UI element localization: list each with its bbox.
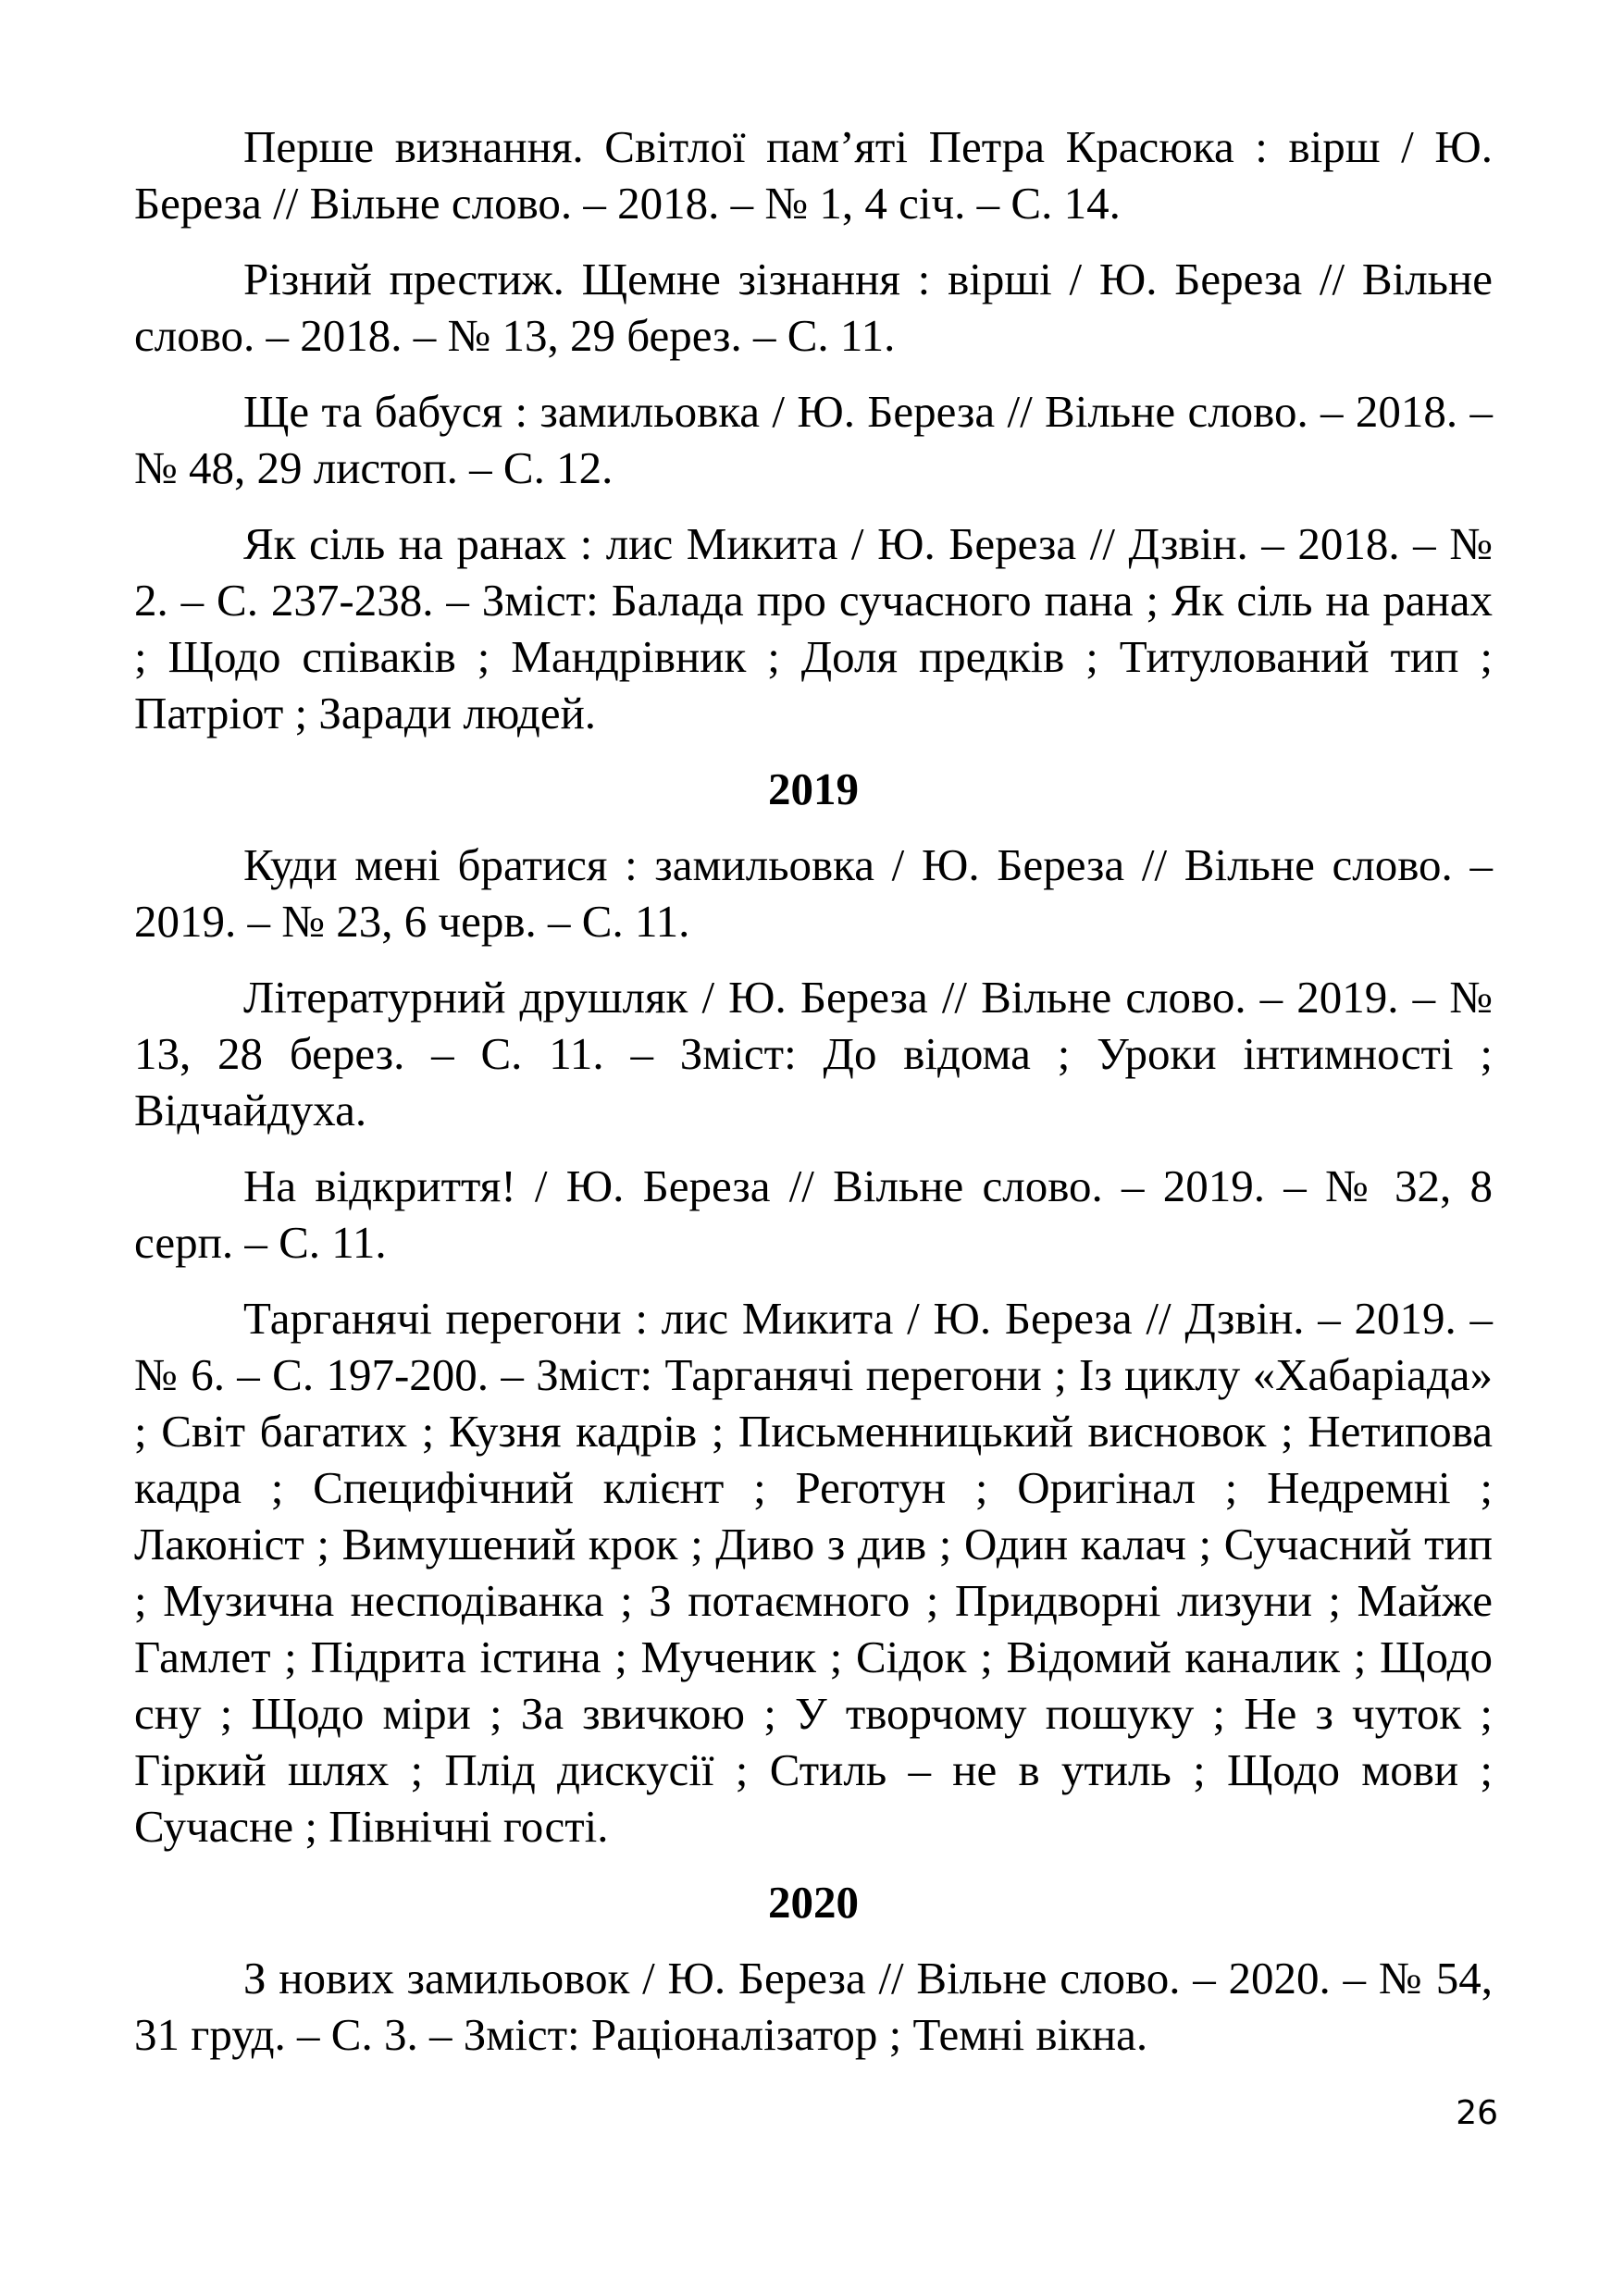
- bibliography-entry: Куди мені братися : замильовка / Ю. Береза // Вільне слово. – 2019. – № 23, 6 черв. – С. 11.: [134, 839, 1493, 947]
- year-heading: 2019: [768, 763, 859, 814]
- bibliography-entry: На відкриття! / Ю. Береза // Вільне слово. – 2019. – № 32, 8 серп. – С. 11.: [134, 1160, 1493, 1268]
- bibliography-entry: Як сіль на ранах : лис Микита / Ю. Береза // Дзвін. – 2018. – № 2. – С. 237-238. – Зміст: Балада про сучасного пана ; Як сіль на ранах ; Щодо співаків ; Мандрівник ; Доля предків ; Титулований тип ; Патріот ; Заради людей.: [134, 518, 1493, 738]
- page-number: 26: [1456, 2094, 1498, 2132]
- page-body: [134, 118, 1493, 2082]
- year-heading: 2020: [768, 1877, 859, 1928]
- bibliography-entry: З нових замильовок / Ю. Береза // Вільне слово. – 2020. – № 54, 31 груд. – С. 3. – Зміст: Раціоналізатор ; Темні вікна.: [134, 1953, 1493, 2060]
- bibliography-entry: Тарганячі перегони : лис Микита / Ю. Береза // Дзвін. – 2019. – № 6. – С. 197-200. – Зміст: Тарганячі перегони ; Із циклу «Хабаріада» ; Світ багатих ; Кузня кадрів ; Письменницький висновок ; Нетипова кадра ; Специфічний клієнт ; Реготун ; Оригінал ; Недремні ; Лаконіст ; Вимушений крок ; Диво з див ; Один калач ; Сучасний тип ; Музична несподіванка ; З потаємного ; Придворні лизуни ; Майже Гамлет ; Підрита істина ; Мученик ; Сідок ; Відомий каналик ; Щодо сну ; Щодо міри ; За звичкою ; У творчому пошуку ; Не з чуток ; Гіркий шлях ; Плід дискусії ; Стиль – не в утиль ; Щодо мови ; Сучасне ; Північні гості.: [134, 1293, 1493, 1852]
- bibliography-entry: Літературний друшляк / Ю. Береза // Вільне слово. – 2019. – № 13, 28 берез. – С. 11. – Зміст: До відома ; Уроки інтимності ; Відчайдуха.: [134, 972, 1493, 1135]
- bibliography-entry: Перше визнання. Світлої пам’яті Петра Красюка : вірш / Ю. Береза // Вільне слово. – 2018. – № 1, 4 січ. – С. 14.: [134, 121, 1493, 229]
- bibliography-entry: Різний престиж. Щемне зізнання : вірші / Ю. Береза // Вільне слово. – 2018. – № 13, 29 берез. – С. 11.: [134, 254, 1493, 361]
- bibliography-entry: Ще та бабуся : замильовка / Ю. Береза // Вільне слово. – 2018. – № 48, 29 листоп. – С. 12.: [134, 386, 1493, 493]
